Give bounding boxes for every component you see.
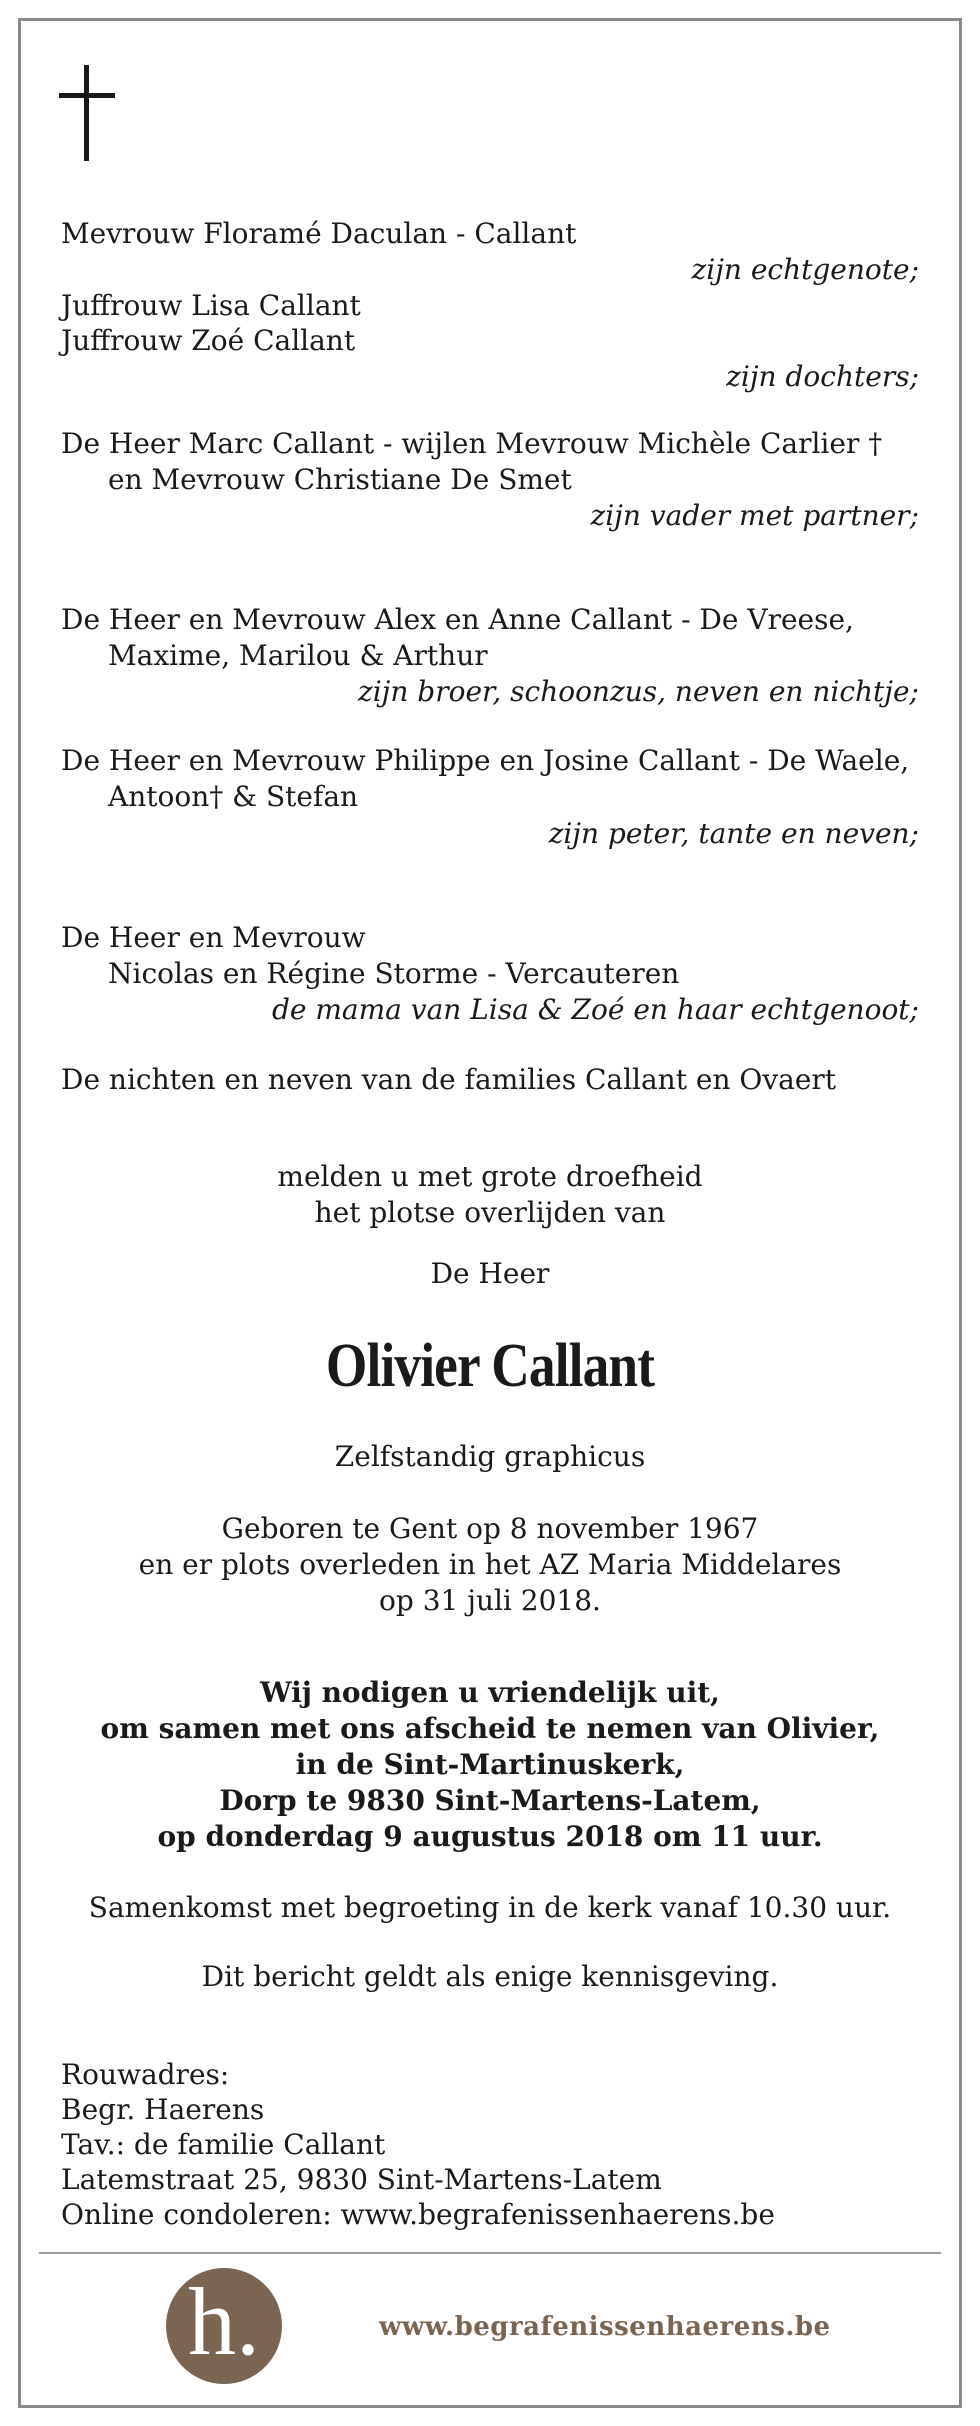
family-name-line: Mevrouw Floramé Daculan - Callant bbox=[61, 217, 577, 250]
deceased-name: Olivier Callant bbox=[325, 1332, 655, 1400]
invitation-line: op donderdag 9 augustus 2018 om 11 uur. bbox=[157, 1820, 823, 1853]
gathering-info: Samenkomst met begroeting in de kerk vanaf 10.30 uur. bbox=[88, 1891, 892, 1924]
family-name-line: Juffrouw Zoé Callant bbox=[61, 324, 356, 357]
address-line: Rouwadres: bbox=[61, 2058, 230, 2091]
notice: Dit bericht geldt als enige kennisgeving. bbox=[201, 1960, 779, 1993]
family-name-line: Juffrouw Lisa Callant bbox=[61, 289, 361, 322]
family-name-line: Antoon† & Stefan bbox=[108, 780, 359, 813]
cross-icon bbox=[59, 65, 115, 161]
life-line: en er plots overleden in het AZ Maria Middelares bbox=[138, 1548, 842, 1581]
family-relation: zijn echtgenote; bbox=[691, 253, 919, 286]
family-name-line: De Heer en Mevrouw bbox=[61, 921, 366, 954]
family-relation: zijn peter, tante en neven; bbox=[548, 817, 919, 850]
family-relation: zijn dochters; bbox=[726, 360, 919, 393]
obituary-card bbox=[18, 18, 962, 2408]
life-line: op 31 juli 2018. bbox=[379, 1584, 601, 1617]
life-line: Geboren te Gent op 8 november 1967 bbox=[221, 1512, 759, 1545]
family-relation: zijn vader met partner; bbox=[590, 499, 919, 532]
address-line: Latemstraat 25, 9830 Sint-Martens-Latem bbox=[61, 2163, 662, 2196]
address-line: Tav.: de familie Callant bbox=[61, 2128, 386, 2161]
logo-letter: h. bbox=[188, 2268, 260, 2375]
extended-family: De nichten en neven van de families Callant en Ovaert bbox=[61, 1063, 837, 1096]
occupation: Zelfstandig graphicus bbox=[334, 1440, 646, 1473]
family-name-line: De Heer en Mevrouw Philippe en Josine Callant - De Waele, bbox=[61, 744, 910, 777]
invitation-line: om samen met ons afscheid te nemen van Olivier, bbox=[100, 1712, 880, 1745]
announcement-line: melden u met grote droefheid bbox=[277, 1160, 703, 1193]
funeral-home-logo bbox=[166, 2268, 282, 2384]
invitation-line: Wij nodigen u vriendelijk uit, bbox=[260, 1676, 720, 1709]
address-line: Begr. Haerens bbox=[61, 2093, 265, 2126]
family-name-line: Maxime, Marilou & Arthur bbox=[108, 639, 488, 672]
announcement-line: het plotse overlijden van bbox=[314, 1196, 666, 1229]
invitation-line: Dorp te 9830 Sint-Martens-Latem, bbox=[219, 1784, 761, 1817]
family-name-line: Nicolas en Régine Storme - Vercauteren bbox=[108, 957, 680, 990]
family-name-line: De Heer en Mevrouw Alex en Anne Callant - De Vreese, bbox=[61, 603, 854, 636]
invitation-line: in de Sint-Martinuskerk, bbox=[295, 1748, 685, 1781]
family-relation: de mama van Lisa & Zoé en haar echtgenoot; bbox=[271, 993, 919, 1026]
family-name-line: en Mevrouw Christiane De Smet bbox=[108, 463, 572, 496]
website-link[interactable]: www.begrafenissenhaerens.be bbox=[379, 2312, 831, 2342]
deceased-title: De Heer bbox=[430, 1257, 550, 1290]
family-relation: zijn broer, schoonzus, neven en nichtje; bbox=[357, 675, 919, 708]
divider bbox=[39, 2252, 941, 2254]
family-name-line: De Heer Marc Callant - wijlen Mevrouw Michèle Carlier † bbox=[61, 427, 883, 460]
address-line[interactable]: Online condoleren: www.begrafenissenhaerens.be bbox=[61, 2198, 775, 2231]
